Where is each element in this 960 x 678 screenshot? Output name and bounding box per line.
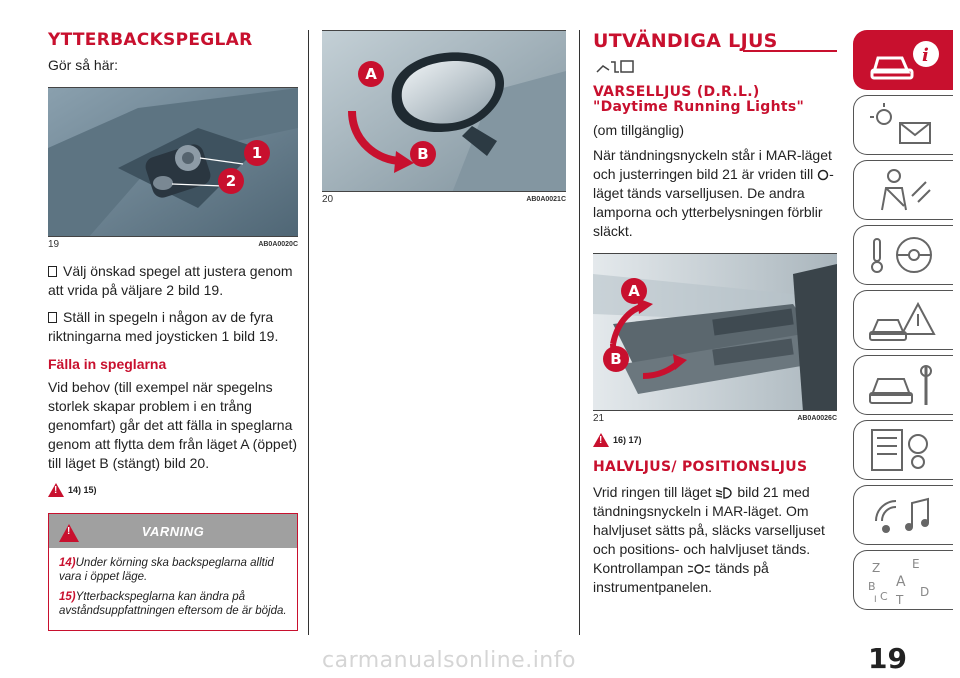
index-icon <box>866 556 946 606</box>
emergency-icon <box>866 296 946 346</box>
tab-warning-lights[interactable] <box>853 95 953 155</box>
variant-icon <box>593 58 637 78</box>
callout-2: 2 <box>218 168 244 194</box>
warning-box-header <box>49 514 297 548</box>
warning-refs: !14) 15) <box>48 481 298 499</box>
tab-emergency[interactable] <box>853 290 953 350</box>
warning-item: 15)Ytterbackspeglarna kan ändra på avståndsuppfattningen eftersom de är böjda. <box>59 591 287 617</box>
figure-number: 19 <box>48 239 60 250</box>
chapter-tabs <box>853 30 960 615</box>
car-info-icon <box>866 36 946 86</box>
warning-triangle-icon <box>48 483 64 497</box>
page-number: 19 <box>868 642 907 675</box>
folding-mirror-illustration <box>322 31 566 192</box>
callout-b: B <box>603 346 629 372</box>
figure-21 <box>593 253 837 411</box>
bullet-step-2: Ställ in spegeln i någon av de fyra riktningarna med joysticken 1 bild 19. <box>48 309 279 344</box>
tab-multimedia[interactable] <box>853 485 953 545</box>
checkbox-bullet-icon <box>48 266 57 277</box>
warning-box-body <box>49 548 297 630</box>
maintenance-icon <box>866 361 946 411</box>
callout-1: 1 <box>244 140 270 166</box>
column-mirrors <box>48 30 298 631</box>
tab-index[interactable] <box>853 550 953 610</box>
figure-code: AB0A0020C <box>258 241 298 248</box>
subheading-drl: VARSELLJUS (D.R.L.) "Daytime Running Lights" <box>593 83 805 115</box>
subheading-low-beam: HALVLJUS/ POSITIONSLJUS <box>593 458 808 475</box>
warning-box-title: VARNING <box>141 523 205 539</box>
figure-number: 21 <box>593 412 605 424</box>
figure-code: AB0A0021C <box>526 196 566 203</box>
warning-refs: !16) 17) <box>593 432 837 450</box>
technical-data-icon <box>866 426 946 476</box>
warning-lights-icon <box>866 101 946 151</box>
svg-text:Z: Z <box>872 561 881 575</box>
column-figure-20 <box>322 30 566 217</box>
figure-21-caption <box>593 413 837 424</box>
position-lights-icon <box>687 562 711 576</box>
tab-driving[interactable] <box>853 225 953 285</box>
column-exterior-lights <box>593 30 837 597</box>
warning-box <box>48 513 298 631</box>
column-divider <box>308 30 309 635</box>
callout-b: B <box>410 141 436 167</box>
bullet-step-1: Välj önskad spegel att justera genom att vrida på väljare 2 bild 19. <box>48 263 293 298</box>
multimedia-icon <box>866 491 946 541</box>
subheading-fold-mirrors: Fälla in speglarna <box>48 356 167 372</box>
tab-car-info[interactable] <box>853 30 953 90</box>
svg-text:E: E <box>912 557 920 571</box>
safety-icon <box>866 166 946 216</box>
svg-text:i: i <box>922 45 929 66</box>
figure-code: AB0A0026C <box>797 414 837 422</box>
svg-text:I: I <box>874 595 877 605</box>
warning-item: 14)Under körning ska backspeglarna alltid vara i öppet läge. <box>59 557 274 583</box>
intro-text: Gör så här: <box>48 57 119 73</box>
fold-mirrors-text: Vid behov (till exempel när spegelns storlek skapar problem i en trång genomfart) går det att fälla in speglarna genom att flytta dem från läget A (öppet) till läget B (stängt) bild 20. <box>48 379 298 471</box>
low-beam-icon <box>715 486 733 500</box>
availability-note: (om tillgänglig) <box>593 121 685 138</box>
figure-number: 20 <box>322 194 334 205</box>
driving-icon <box>866 231 946 281</box>
checkbox-bullet-icon <box>48 312 57 323</box>
drl-text: När tändningsnyckeln står i MAR-läget och justerringen bild 21 är vriden till -läget tänds varselljusen. De andra lamporna och ytterbelysningen förblir släckt. <box>593 146 834 239</box>
footer-watermark: carmanualsonline.info <box>322 648 576 673</box>
figure-19 <box>48 87 298 237</box>
warning-triangle-icon <box>593 433 609 447</box>
ring-off-icon <box>817 169 829 181</box>
low-beam-text: Vrid ringen till läget bild 21 med tändningsnyckeln i MAR-läget. Om halvljuset sätts på, släcks varselljuset och positions- och halvljuset tänds. Kontrollampan tänds på instrumentpanelen. <box>593 483 825 595</box>
svg-text:B: B <box>868 580 876 593</box>
svg-text:D: D <box>920 585 930 599</box>
figure-20-caption <box>322 194 566 205</box>
column-divider <box>579 30 580 635</box>
callout-a: A <box>621 278 647 304</box>
svg-text:A: A <box>896 574 906 590</box>
callout-a: A <box>358 61 384 87</box>
tab-safety[interactable] <box>853 160 953 220</box>
warning-triangle-icon <box>59 524 79 542</box>
section-heading-lights: UTVÄNDIGA LJUS <box>593 30 778 52</box>
figure-20 <box>322 30 566 192</box>
tab-maintenance[interactable] <box>853 355 953 415</box>
figure-19-caption <box>48 239 298 250</box>
svg-text:T: T <box>896 593 904 606</box>
light-stalk-illustration <box>593 254 837 411</box>
tab-technical-data[interactable] <box>853 420 953 480</box>
svg-text:C: C <box>880 590 888 603</box>
section-heading-mirrors: YTTERBACKSPEGLAR <box>48 30 253 50</box>
